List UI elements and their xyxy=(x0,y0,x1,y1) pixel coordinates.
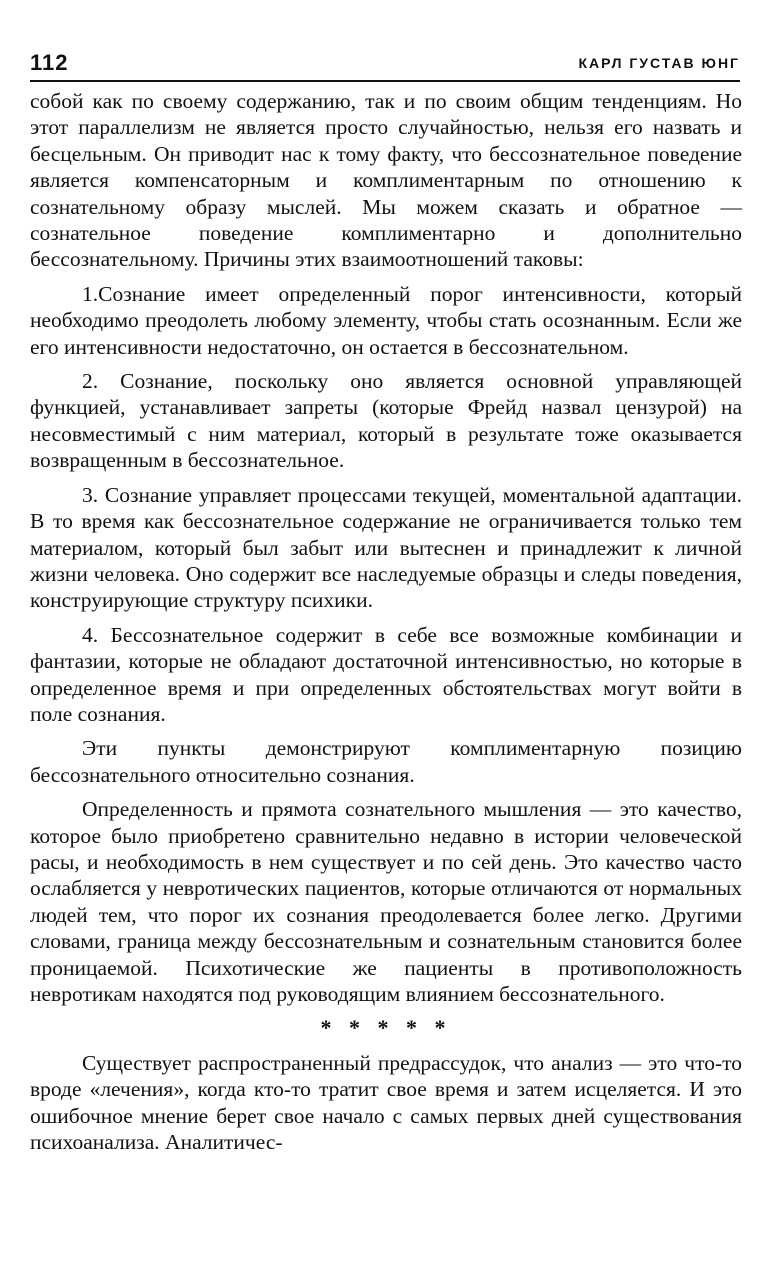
body-text xyxy=(30,88,742,1163)
paragraph-closing: Существует распространенный предрассудок, что анализ — это что-то вроде «лечения», когда кто-то тратит свое время и затем исцеляется. И это ошибочное мнение берет свое начало с самых первых дней существования психоанализа. Аналитичес- xyxy=(30,1050,742,1155)
section-separator: * * * * * xyxy=(320,1015,452,1041)
list-item-2: 2. Сознание, поскольку оно является основной управляющей функцией, устанавливает запреты (которые Фрейд назвал цензурой) на несовместимый с ним материал, который в результате тоже оказывается возвращенным в бессознательное. xyxy=(30,369,742,473)
page-header xyxy=(30,50,740,82)
paragraph-consciousness: Определенность и прямота сознательного мышления — это качество, которое было приобретено сравнительно недавно в истории человеческой расы, и необходимость в нем существует и по сей день. Это качество часто ослабляется у невротических пациентов, которые отличаются от нормальных людей тем, что порог их сознания преодолевается более легко. Другими словами, граница между бессознательным и сознательным становится более проницаемой. Психотические же пациенты в противоположность невротикам находятся под руководящим влиянием бессознательного. xyxy=(30,797,742,1006)
list-item-1: 1.Сознание имеет определенный порог интенсивности, который необходимо преодолеть любому элементу, чтобы стать осознанным. Если же его интенсивности недостаточно, он остается в бессознательном. xyxy=(30,281,742,359)
list-item-4: 4. Бессознательное содержит в себе все возможные комбинации и фантазии, которые не обладают достаточной интенсивностью, но которые в определенное время и при определенных обстоятельствах могут войти в поле сознания. xyxy=(30,622,742,726)
running-head: КАРЛ ГУСТАВ ЮНГ xyxy=(578,55,740,71)
list-item-3: 3. Сознание управляет процессами текущей, моментальной адаптации. В то время как бессознательное содержание не ограничивается только тем материалом, который был забыт или вытеснен и принадлежит к личной жизни человека. Оно содержит все наследуемые образцы и следы поведения, конструирующие структуру психики. xyxy=(30,482,742,613)
page-number: 112 xyxy=(30,50,69,75)
paragraph-continuation: собой как по своему содержанию, так и по своим общим тенденциям. Но этот параллелизм не является просто случайностью, нельзя его назвать и бесцельным. Он приводит нас к тому факту, что бессознательное поведение является компенсаторным и комплиментарным по отношению к сознательному образу мыслей. Мы можем сказать и обратное — сознательное поведение комплиментарно и дополнительно бессознательному. Причины этих взаимоотношений таковы: xyxy=(30,89,742,272)
paragraph-summary: Эти пункты демонстрируют комплиментарную позицию бессознательного относительно сознания. xyxy=(30,736,742,787)
